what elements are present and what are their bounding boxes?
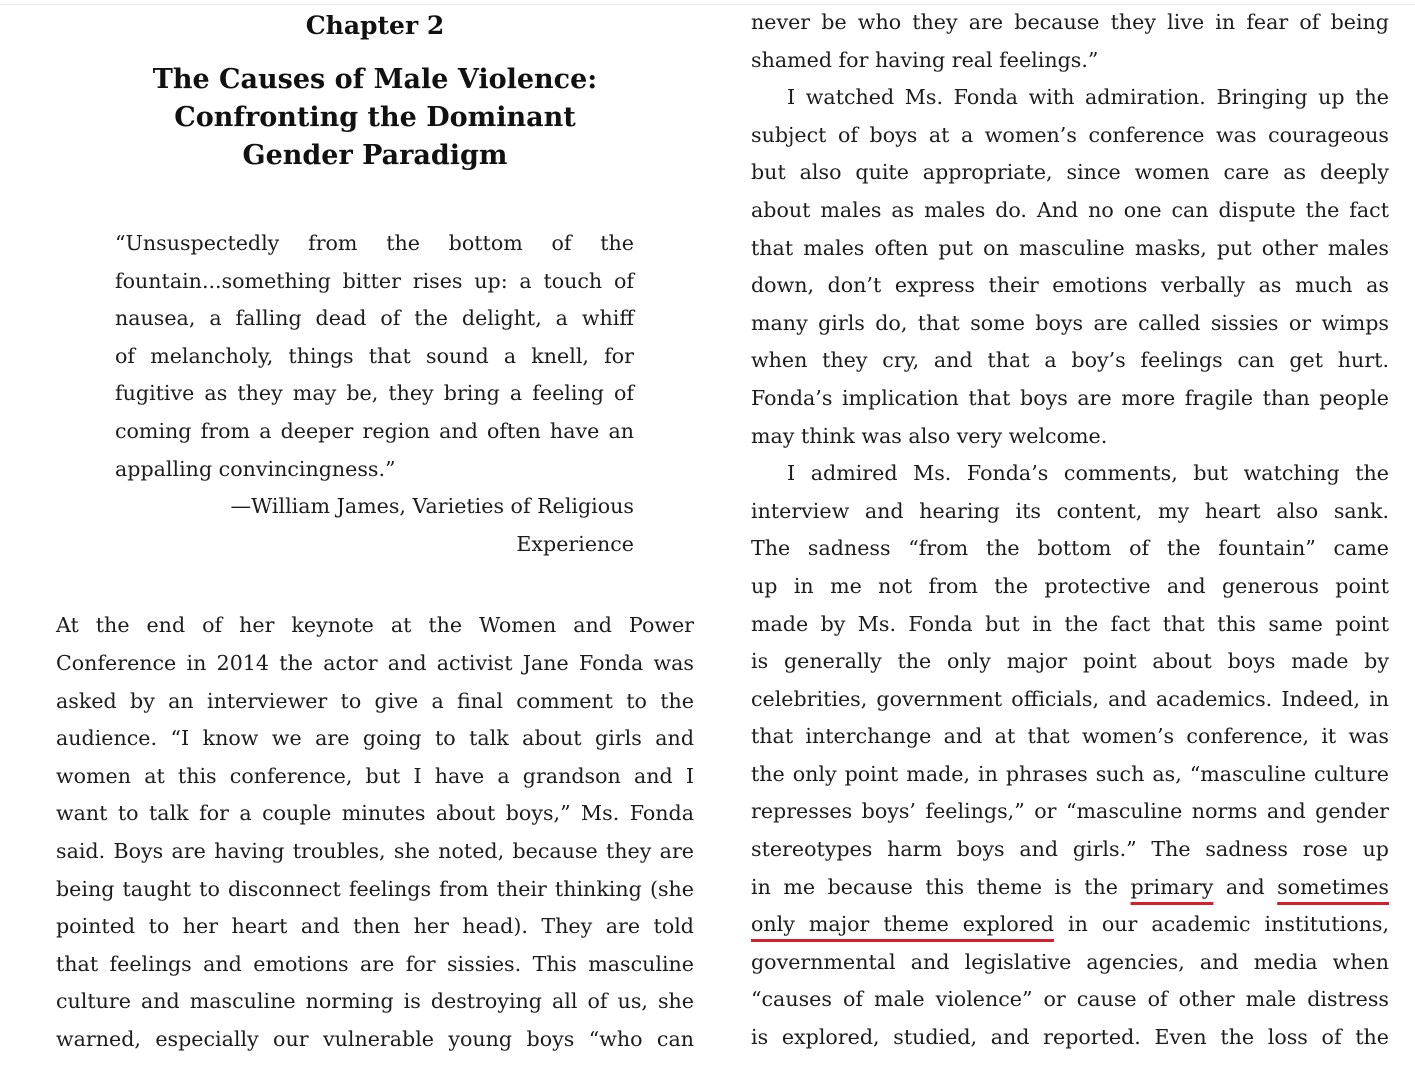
underlined-highlight: primary (1130, 874, 1214, 899)
text-line: that feelings and emotions are for sissies. This masculine (56, 951, 694, 976)
right-page (751, 0, 1389, 1057)
text-line-highlighted (751, 869, 1389, 907)
underlined-highlight: only major theme explored (751, 912, 1054, 937)
chapter-number: Chapter 2 (305, 11, 445, 40)
right-body-text (751, 4, 1389, 1057)
text-line: At the end of her keynote at the Women and Power (56, 613, 694, 638)
epigraph-line: fountain...something bitter rises up: a touch of (115, 268, 634, 293)
text-line: that males often put on masculine masks, put other males (751, 235, 1389, 260)
text-line: want to talk for a couple minutes about boys,” Ms. Fonda (56, 801, 694, 826)
epigraph-attribution: Experience (516, 531, 634, 556)
text-line: governmental and legislative agencies, and media when (751, 949, 1389, 974)
text-line: stereotypes harm boys and girls.” The sadness rose up (751, 837, 1389, 862)
text-line: Conference in 2014 the actor and activist Jane Fonda was (56, 650, 694, 675)
chapter-title-line: The Causes of Male Violence: (152, 64, 598, 95)
text-line: I watched Ms. Fonda with admiration. Bringing up the (787, 85, 1389, 110)
text-line: subject of boys at a women’s conference was courageous (751, 122, 1389, 147)
left-page (56, 0, 694, 1058)
left-body-text (56, 607, 694, 1058)
epigraph-line: fugitive as they may be, they bring a feeling of (115, 381, 634, 406)
text-line: made by Ms. Fonda but in the fact that this same point (751, 611, 1389, 636)
text-line: Fonda’s implication that boys are more fragile than people (751, 385, 1389, 410)
text-line: down, don’t express their emotions verbally as much as (751, 273, 1389, 298)
text-line: warned, especially our vulnerable young boys “who can (56, 1026, 694, 1051)
epigraph-line: appalling convincingness.” (115, 456, 396, 481)
text-line: up in me not from the protective and generous point (751, 573, 1389, 598)
epigraph-attribution: —William James, Varieties of Religious (230, 494, 634, 519)
text-line: culture and masculine norming is destroying all of us, she (56, 989, 694, 1014)
text-line: interview and hearing its content, my heart also sank. (751, 498, 1389, 523)
epigraph (115, 225, 634, 563)
text-line: about males as males do. And no one can dispute the fact (751, 197, 1389, 222)
text-line: said. Boys are having troubles, she noted, because they are (56, 838, 694, 863)
text-line: the only point made, in phrases such as, “masculine culture (751, 761, 1389, 786)
text-line: asked by an interviewer to give a final comment to the (56, 688, 694, 713)
epigraph-line: “Unsuspectedly from the bottom of the (115, 231, 634, 255)
text-line: pointed to her heart and then her head). They are told (56, 914, 694, 939)
text-line: celebrities, government officials, and academics. Indeed, in (751, 686, 1389, 711)
text-line: is generally the only major point about boys made by (751, 649, 1389, 674)
text-line: “causes of male violence” or cause of other male distress (751, 987, 1389, 1012)
chapter-title-line: Gender Paradigm (242, 140, 508, 171)
text-line: audience. “I know we are going to talk about girls and (56, 726, 694, 751)
epigraph-line: of melancholy, things that sound a knell, for (115, 343, 634, 368)
text-line: is explored, studied, and reported. Even the loss of the (751, 1025, 1389, 1050)
text-line: shamed for having real feelings.” (751, 47, 1099, 72)
text-line: The sadness “from the bottom of the fountain” came (751, 536, 1389, 561)
chapter-title (56, 61, 694, 175)
text-line: when they cry, and that a boy’s feelings can get hurt. (751, 348, 1389, 373)
text-fragment: in our academic institutions, (1054, 912, 1389, 937)
text-line-highlighted (751, 906, 1389, 944)
text-line: I admired Ms. Fonda’s comments, but watching the (787, 461, 1389, 486)
text-line: but also quite appropriate, since women care as deeply (751, 160, 1389, 185)
text-line: that interchange and at that women’s conference, it was (751, 724, 1389, 749)
underlined-highlight: sometimes (1277, 874, 1389, 899)
text-fragment: in me because this theme is the (751, 874, 1131, 899)
text-line: women at this conference, but I have a grandson and I (56, 763, 694, 788)
chapter-title-line: Confronting the Dominant (174, 102, 576, 133)
text-line: may think was also very welcome. (751, 423, 1108, 448)
text-line: many girls do, that some boys are called sissies or wimps (751, 310, 1389, 335)
text-line: never be who they are because they live in fear of being (751, 10, 1389, 34)
epigraph-line: coming from a deeper region and often have an (115, 418, 634, 443)
epigraph-line: nausea, a falling dead of the delight, a whiff (115, 306, 634, 331)
text-fragment: and (1213, 874, 1278, 899)
text-line: represses boys’ feelings,” or “masculine norms and gender (751, 799, 1389, 824)
text-line: being taught to disconnect feelings from their thinking (she (56, 876, 694, 901)
